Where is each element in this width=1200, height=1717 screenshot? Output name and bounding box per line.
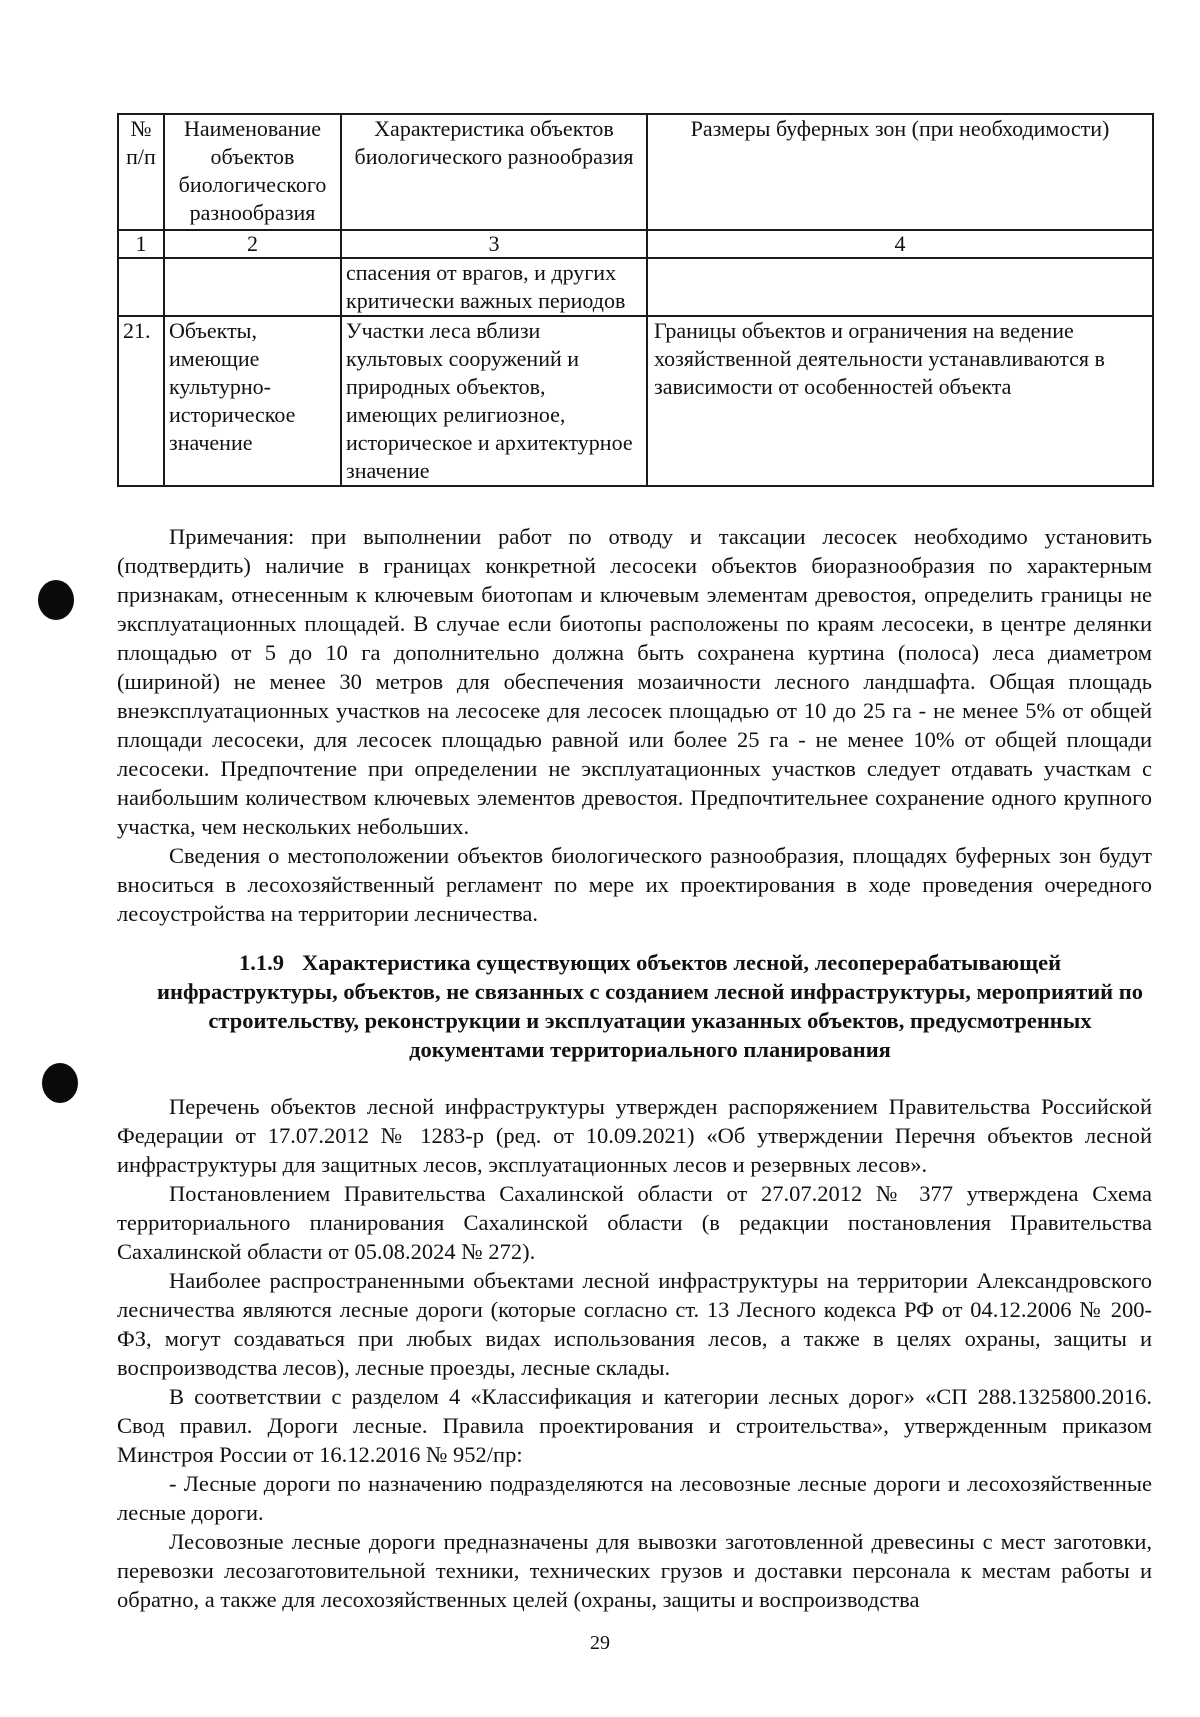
table-header-row [118, 114, 1153, 230]
biodiversity-table [117, 113, 1154, 487]
row-number [118, 258, 164, 316]
note-paragraph: Сведения о местоположении объектов биологического разнообразия, площадях буферных зон будут вноситься в лесохозяйственный регламент по мере их проектирования в ходе проведения очередного лесоустройства на территории лесничества. [117, 843, 1152, 926]
body-paragraph: Наиболее распространенными объектами лесной инфраструктуры на территории Александровского лесничества являются лесные дороги (которые согласно ст. 13 Лесного кодекса РФ от 04.12.2006 № 200-ФЗ, могут создаваться при любых видах использования лесов, а также в целях охраны, защиты и воспроизводства лесов), лесные проезды, лесные склады. [117, 1268, 1152, 1380]
page-number: 29 [590, 1632, 610, 1654]
body-paragraph: В соответствии с разделом 4 «Классификация и категории лесных дорог» «СП 288.1325800.2016. Свод правил. Дороги лесные. Правила проектирования и строительства», утвержденным приказом Минстроя России от 16.12.2016 № 952/пр: [117, 1384, 1152, 1467]
section-number: 1.1.9 [238, 950, 284, 975]
column-number: 2 [164, 230, 341, 258]
row-name [164, 258, 341, 316]
table-row [118, 258, 1153, 316]
table-row [118, 316, 1153, 486]
body-paragraph: Лесовозные лесные дороги предназначены для вывозки заготовленной древесины с мест заготовки, перевозки лесозаготовительной техники, технических грузов и доставки персонала к местам работы и обратно, а также для лесохозяйственных целей (охраны, защиты и воспроизводства [117, 1529, 1152, 1612]
column-number: 1 [118, 230, 164, 258]
section-title: Характеристика существующих объектов лесной, лесоперерабатывающей инфраструктуры, объектов, не связанных с созданием лесной инфраструктуры, мероприятий по строительству, реконструкции и эксплуатации указанных объектов, предусмотренных документами территориального планирования [157, 950, 1143, 1062]
punch-hole-mark [38, 580, 74, 620]
row-buffer [647, 258, 1153, 316]
section-body [117, 1092, 1152, 1614]
note-paragraph: Примечания: при выполнении работ по отводу и таксации лесосек необходимо установить (подтвердить) наличие в границах конкретной лесосеки объектов биоразнообразия по характерным признакам, отнесенным к ключевым биотопам и ключевым элементам древостоя, определить границы не эксплуатационных площадей. В случае если биотопы расположены по краям лесосеки, в центре делянки площадью от 5 до 10 га дополнительно должна быть сохранена куртина (полоса) леса диаметром (шириной) не менее 30 метров для обеспечения мозаичности лесного ландшафта. Общая площадь внеэксплуатационных участков на лесосеке для лесосек площадью от 10 до 25 га - не менее 5% от общей площади лесосеки, для лесосек площадью равной или более 25 га - не менее 10% от общей площади лесосеки. Предпочтение при определении не эксплуатационных участков следует отдавать участкам с наибольшим количеством ключевых элементов древостоя. Предпочтительнее сохранение одного крупного участка, чем нескольких небольших. [117, 524, 1152, 839]
section-heading [150, 948, 1150, 1064]
notes-block [117, 522, 1152, 928]
punch-hole-mark [42, 1063, 78, 1103]
column-number: 4 [647, 230, 1153, 258]
row-buffer: Границы объектов и ограничения на ведение хозяйственной деятельности устанавливаются в зависимости от особенностей объекта [647, 316, 1153, 486]
row-characteristic: Участки леса вблизи культовых сооружений и природных объектов, имеющих религиозное, историческое и архитектурное значение [341, 316, 647, 486]
header-number: № п/п [118, 114, 164, 230]
column-number-row [118, 230, 1153, 258]
column-number: 3 [341, 230, 647, 258]
row-name: Объекты, имеющие культурно-историческое значение [164, 316, 341, 486]
body-paragraph: Перечень объектов лесной инфраструктуры утвержден распоряжением Правительства Российской Федерации от 17.07.2012 № 1283-р (ред. от 10.09.2021) «Об утверждении Перечня объектов лесной инфраструктуры для защитных лесов, эксплуатационных лесов и резервных лесов». [117, 1094, 1152, 1177]
body-paragraph: - Лесные дороги по назначению подразделяются на лесовозные лесные дороги и лесохозяйственные лесные дороги. [117, 1471, 1152, 1525]
header-name: Наименование объектов биологического разнообразия [164, 114, 341, 230]
body-paragraph: Постановлением Правительства Сахалинской области от 27.07.2012 № 377 утверждена Схема территориального планирования Сахалинской области (в редакции постановления Правительства Сахалинской области от 05.08.2024 № 272). [117, 1181, 1152, 1264]
header-characteristic: Характеристика объектов биологического разнообразия [341, 114, 647, 230]
row-number: 21. [118, 316, 164, 486]
header-buffer-zones: Размеры буферных зон (при необходимости) [647, 114, 1153, 230]
row-characteristic: спасения от врагов, и других критически важных периодов [341, 258, 647, 316]
